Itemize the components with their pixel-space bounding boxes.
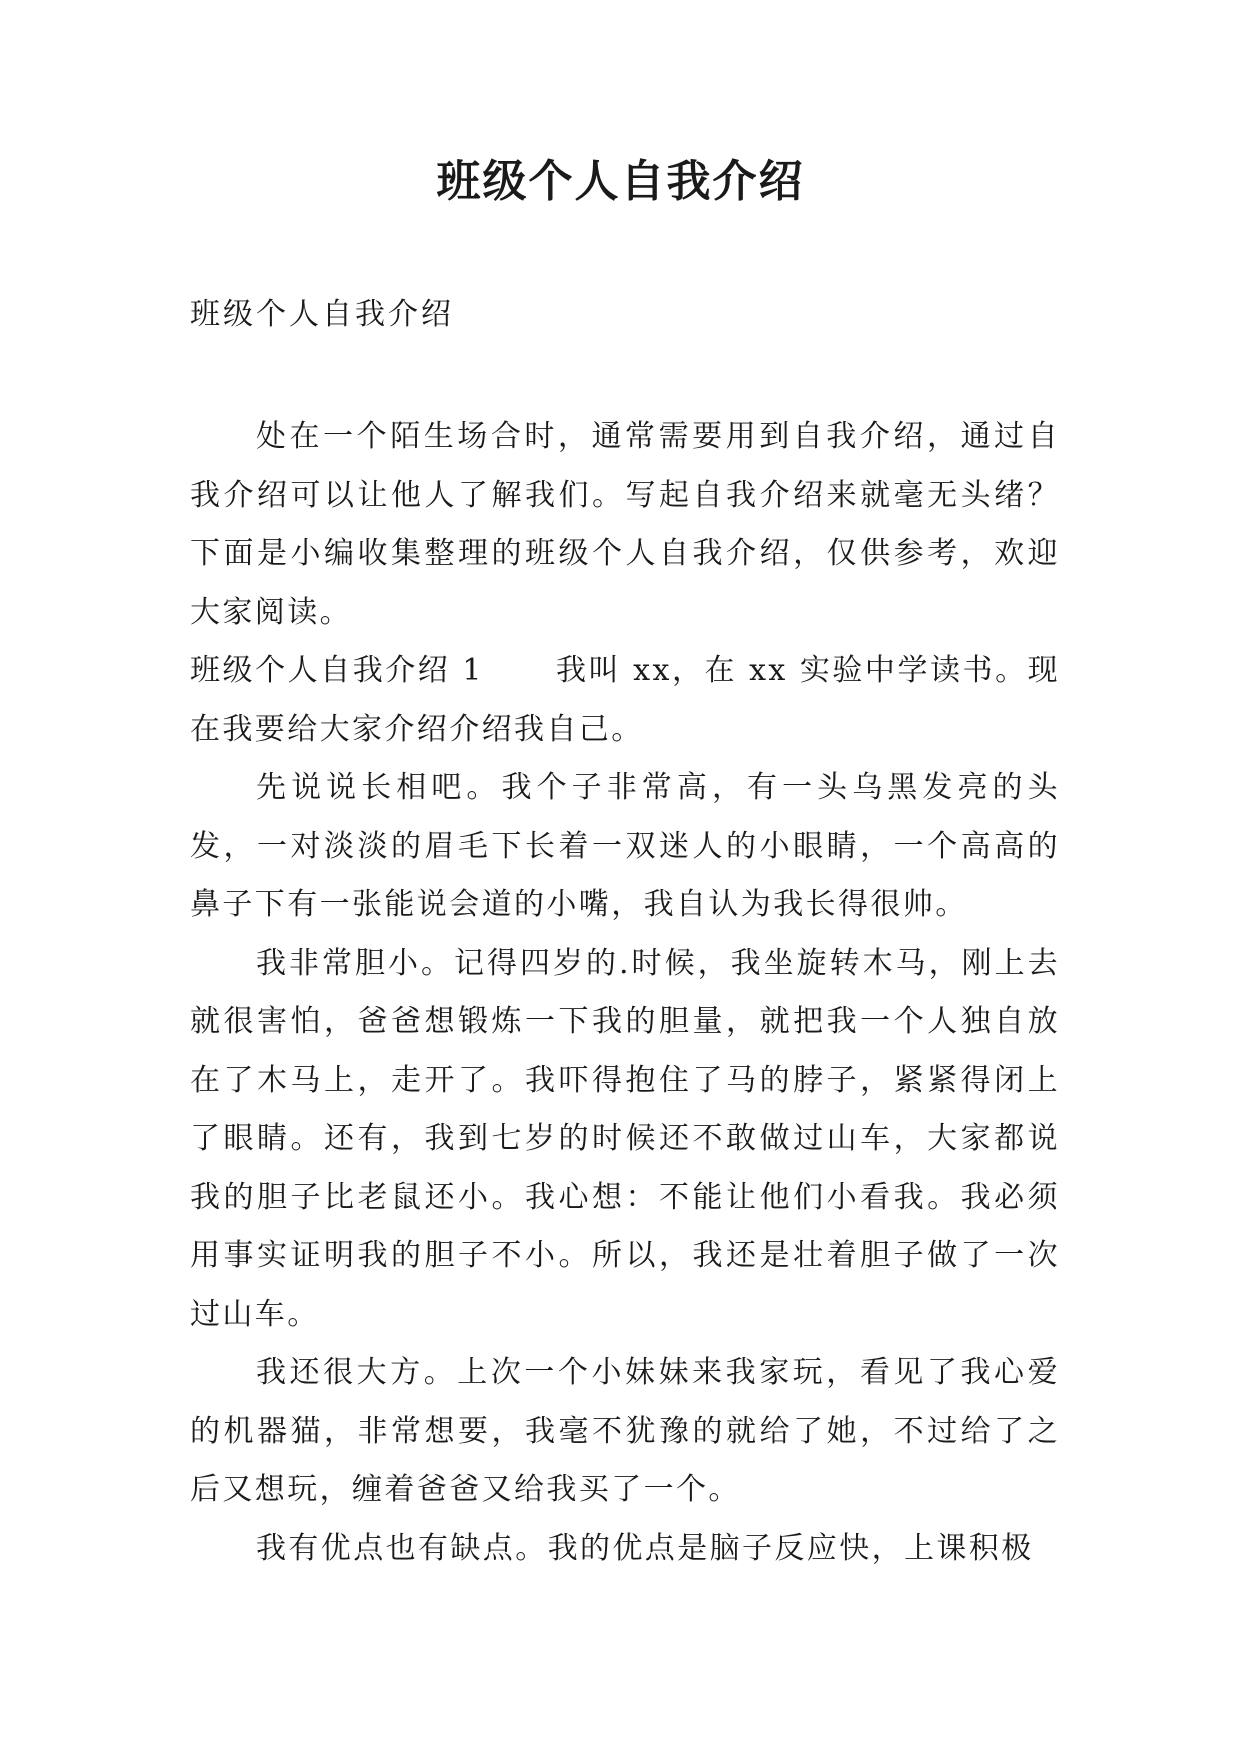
section-first-text: 我叫 xx，在 xx 实验中学读书。现在我要给大家介绍介绍我自己。 <box>190 653 1061 747</box>
body-paragraph-timid: 我非常胆小。记得四岁的.时候，我坐旋转木马，刚上去就很害怕，爸爸想锻炼一下我的胆量，就把我一个人独自放在了木马上，走开了。我吓得抱住了马的脖子，紧紧得闭上了眼睛。还有，我到七岁的时候还不敢做过山车，大家都说我的胆子比老鼠还小。我心想：不能让他们小看我。我必须用事实证明我的胆子不小。所以，我还是壮着胆子做了一次过山车。 <box>190 945 1060 1332</box>
document-title: 班级个人自我介绍 <box>436 156 805 207</box>
document-body <box>190 408 1060 1578</box>
intro-paragraph: 处在一个陌生场合时，通常需要用到自我介绍，通过自我介绍可以让他人了解我们。写起自我介绍来就毫无头绪？下面是小编收集整理的班级个人自我介绍，仅供参考，欢迎大家阅读。 <box>190 419 1060 630</box>
section-first-paragraph <box>190 642 1060 759</box>
body-paragraph-appearance: 先说说长相吧。我个子非常高，有一头乌黑发亮的头发，一对淡淡的眉毛下长着一双迷人的小眼睛，一个高高的鼻子下有一张能说会道的小嘴，我自认为我长得很帅。 <box>190 770 1060 922</box>
body-paragraph-generous: 我还很大方。上次一个小妹妹来我家玩，看见了我心爱的机器猫，非常想要，我毫不犹豫的就给了她，不过给了之后又想玩，缠着爸爸又给我买了一个。 <box>190 1355 1060 1507</box>
document-subtitle: 班级个人自我介绍 <box>190 297 454 332</box>
body-paragraph-strengths: 我有优点也有缺点。我的优点是脑子反应快，上课积极 <box>256 1530 1034 1566</box>
section-heading: 班级个人自我介绍 1 <box>190 653 484 688</box>
